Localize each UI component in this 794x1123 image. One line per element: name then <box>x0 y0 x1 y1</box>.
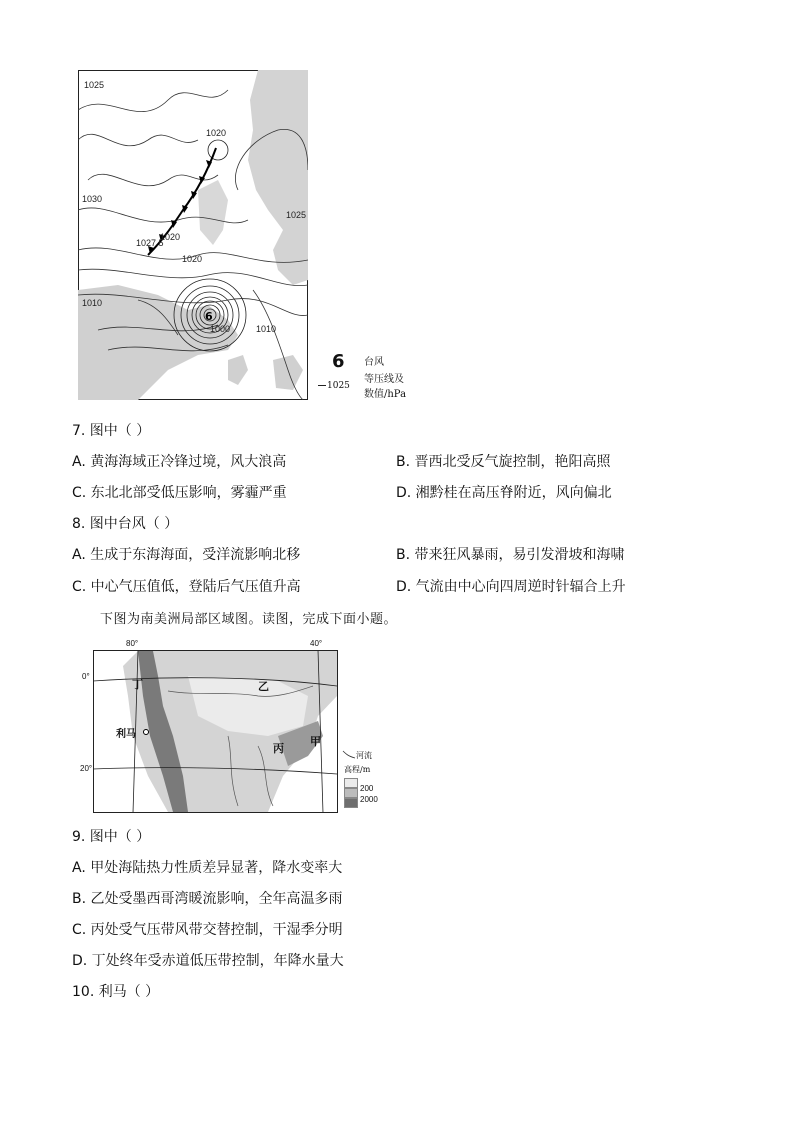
label-jia: 甲 <box>310 735 321 748</box>
q9-stem: 9. 图中（ ） <box>72 829 151 845</box>
q7-option-c[interactable]: C. 东北北部受低压影响，雾霾严重 <box>72 485 287 501</box>
isobar-legend-line <box>318 385 326 386</box>
q9-option-d[interactable]: D. 丁处终年受赤道低压带控制，年降水量大 <box>72 953 344 969</box>
isobar-label: 1020 <box>160 232 181 242</box>
section-intro: 下图为南美洲局部区域图。读图，完成下面小题。 <box>100 612 398 627</box>
legend-2000: 2000 <box>360 795 378 804</box>
q7-stem: 7. 图中（ ） <box>72 423 151 439</box>
weather-map-svg <box>78 70 308 400</box>
legend-200: 200 <box>360 784 374 793</box>
isobar-label: 1020 <box>182 254 203 264</box>
lima-marker <box>144 730 149 735</box>
label-yi: 乙 <box>258 680 269 693</box>
label-ding: 丁 <box>132 678 143 691</box>
q9-option-a[interactable]: A. 甲处海陆热力性质差异显著，降水变率大 <box>72 860 343 876</box>
label-lima: 利马 <box>116 729 136 740</box>
label-bing: 丙 <box>273 742 284 755</box>
q7-option-d[interactable]: D. 湘黔桂在高压脊附近，风向偏北 <box>396 485 612 501</box>
weather-map <box>78 70 308 400</box>
legend-elevation: 高程/m <box>344 765 371 774</box>
river-legend-icon <box>342 750 356 760</box>
q7-option-a[interactable]: A. 黄海海域正冷锋过境，风大浪高 <box>72 454 287 470</box>
isobar-label: 1020 <box>206 128 227 138</box>
q8-option-b[interactable]: B. 带来狂风暴雨，易引发滑坡和海啸 <box>396 547 625 563</box>
isobar-label: 1010 <box>256 324 277 334</box>
q9-option-c[interactable]: C. 丙处受气压带风带交替控制，干湿季分明 <box>72 922 343 938</box>
isobar-label: 1010 <box>82 298 103 308</box>
legend-swatch-mid <box>344 788 358 798</box>
legend-river: 河流 <box>356 751 372 760</box>
isobar-label: 1030 <box>82 194 103 204</box>
lon-80-label: 80° <box>126 639 139 648</box>
isobar-label: 1025 <box>286 210 307 220</box>
south-america-legend <box>340 748 400 810</box>
q8-stem: 8. 图中台风（ ） <box>72 516 179 532</box>
typhoon-symbol: 6 <box>332 351 345 372</box>
typhoon-symbol-on-map: 6 <box>205 310 213 323</box>
q7-option-b[interactable]: B. 晋西北受反气旋控制，艳阳高照 <box>396 454 611 470</box>
isobar-label: 1000 <box>210 324 231 334</box>
legend-swatch-low <box>344 778 358 788</box>
isobar-legend-label-1: 等压线及 <box>364 374 404 385</box>
legend-swatch-high <box>344 798 358 808</box>
lat-0-label: 0° <box>82 672 90 681</box>
weather-map-legend <box>318 352 418 404</box>
isobar-legend-value: 1025 <box>327 381 350 391</box>
q8-option-c[interactable]: C. 中心气压值低，登陆后气压值升高 <box>72 579 301 595</box>
q9-option-b[interactable]: B. 乙处受墨西哥湾暖流影响，全年高温多雨 <box>72 891 343 907</box>
typhoon-legend-label: 台风 <box>364 357 384 368</box>
q10-stem: 10. 利马（ ） <box>72 984 160 1000</box>
isobar-legend-label-2: 数值/hPa <box>364 389 407 400</box>
isobar-label: 1025 <box>84 80 105 90</box>
lon-40-label: 40° <box>310 639 323 648</box>
isobar-label: 1027.5 <box>136 238 164 248</box>
q8-option-d[interactable]: D. 气流由中心向四周逆时针辐合上升 <box>396 579 626 595</box>
q8-option-a[interactable]: A. 生成于东海海面，受洋流影响北移 <box>72 547 301 563</box>
lat-20-label: 20° <box>80 764 93 773</box>
